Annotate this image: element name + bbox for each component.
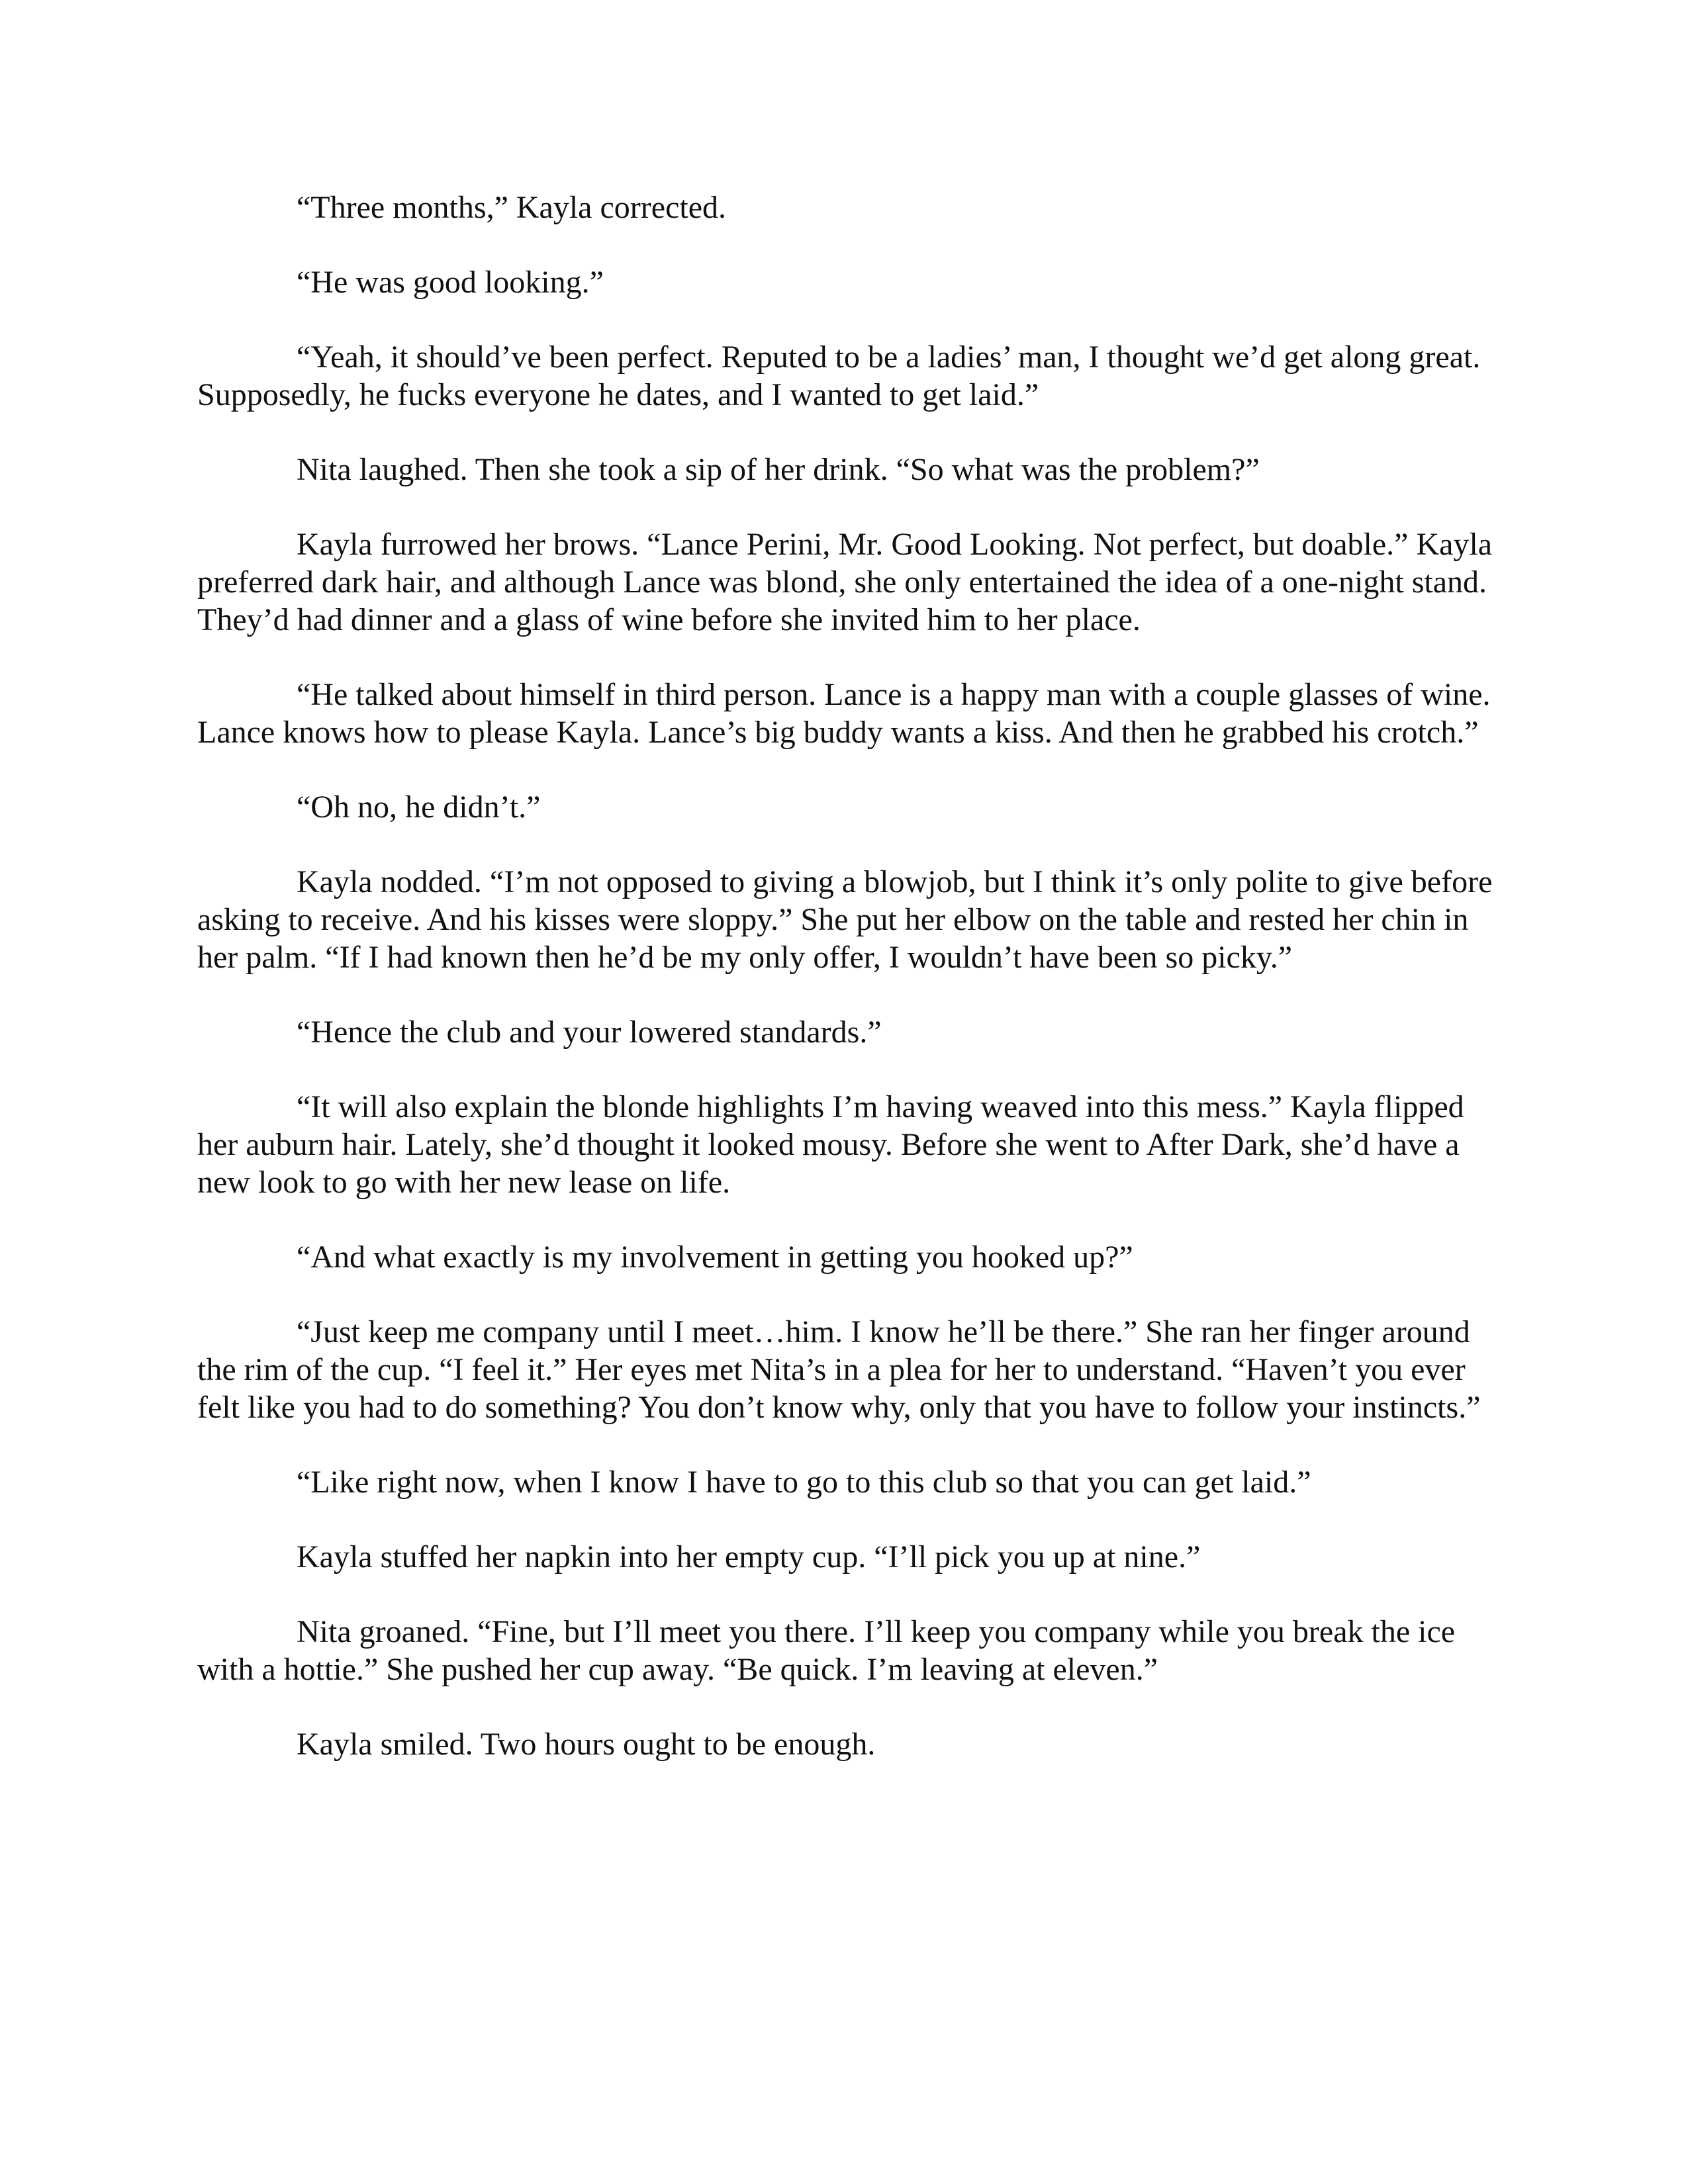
paragraph: Nita groaned. “Fine, but I’ll meet you there. I’ll keep you company while you break the ice with a hottie.” She pushed her cup away. “Be quick. I’m leaving at eleven.”: [197, 1614, 1456, 1687]
paragraph: “And what exactly is my involvement in getting you hooked up?”: [297, 1240, 1133, 1275]
paragraph: “Three months,” Kayla corrected.: [297, 190, 727, 225]
paragraph: “Yeah, it should’ve been perfect. Reputed to be a ladies’ man, I thought we’d get along great. Supposedly, he fucks everyone he dates, and I wanted to get laid.”: [197, 340, 1481, 412]
paragraph: “Just keep me company until I meet…him. I know he’ll be there.” She ran her finger around the rim of the cup. “I feel it.” Her eyes met Nita’s in a plea for her to understand. “Haven’t you ever felt like you had to do something? You don’t know why, only that you have to follow your instincts.”: [197, 1314, 1481, 1425]
paragraph: “Like right now, when I know I have to go to this club so that you can get laid.”: [297, 1465, 1311, 1500]
paragraph: Kayla nodded. “I’m not opposed to giving a blowjob, but I think it’s only polite to give before asking to receive. And his kisses were sloppy.” She put her elbow on the table and rested her chin in her palm. “If I had known then he’d be my only offer, I wouldn’t have been so picky.”: [197, 864, 1493, 975]
paragraph: “Hence the club and your lowered standards.”: [297, 1015, 882, 1050]
paragraph: “Oh no, he didn’t.”: [297, 790, 541, 825]
paragraph: “He talked about himself in third person. Lance is a happy man with a couple glasses of wine. Lance knows how to please Kayla. Lance’s big buddy wants a kiss. And then he grabbed his crotch.”: [197, 677, 1491, 750]
paragraph: Kayla furrowed her brows. “Lance Perini, Mr. Good Looking. Not perfect, but doable.” Kayla preferred dark hair, and although Lance was blond, she only entertained the idea of a one-night stand. They’d had dinner and a glass of wine before she invited him to her place.: [197, 527, 1493, 637]
body-text: [197, 189, 1501, 1800]
paragraph: Nita laughed. Then she took a sip of her drink. “So what was the problem?”: [297, 452, 1260, 487]
paragraph: “He was good looking.”: [297, 265, 604, 300]
paragraph: “It will also explain the blonde highlights I’m having weaved into this mess.” Kayla flipped her auburn hair. Lately, she’d thought it looked mousy. Before she went to After Dark, she’d have a new look to go with her new lease on life.: [197, 1089, 1464, 1200]
paragraph: Kayla smiled. Two hours ought to be enough.: [297, 1727, 876, 1762]
paragraph: Kayla stuffed her napkin into her empty cup. “I’ll pick you up at nine.”: [297, 1539, 1201, 1574]
